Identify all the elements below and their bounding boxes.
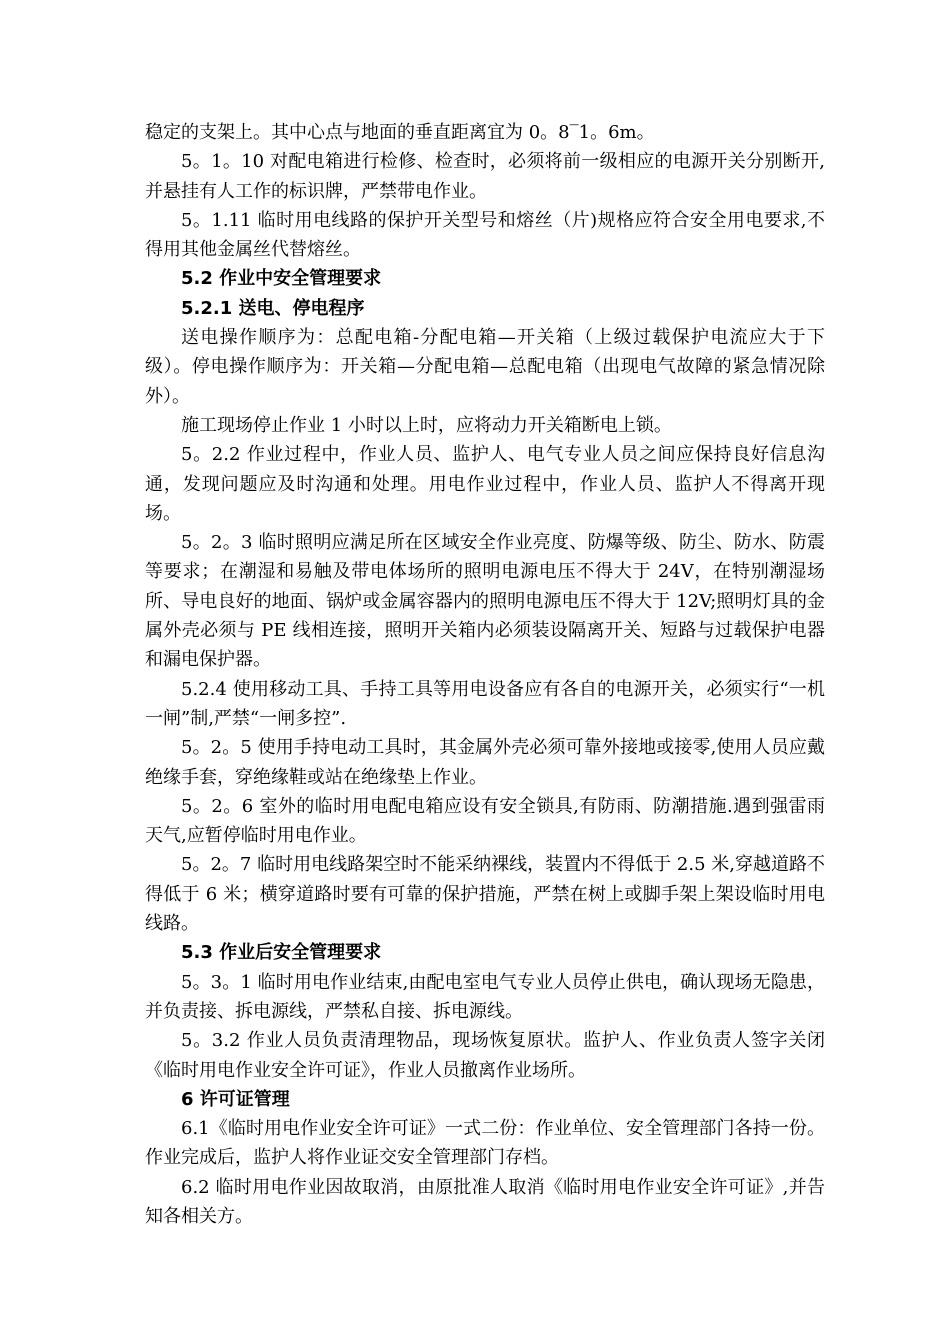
heading-5-3: 5.3 作业后安全管理要求 [181, 942, 382, 964]
heading-5-2-1: 5.2.1 送电、停电程序 [181, 297, 365, 319]
paragraph-5-2-4: 5.2.4 使用移动工具、手持工具等用电设备应有各自的电源开关，必须实行“一机一闸”制,严禁“一闸多控”. [145, 678, 825, 729]
document-page [145, 118, 825, 1231]
paragraph-5-1-10: 5。1。10 对配电箱进行检修、检查时，必须将前一级相应的电源开关分别断开,并悬挂有人工作的标识牌，严禁带电作业。 [145, 151, 825, 202]
paragraph-5-2-2: 5。2.2 作业过程中，作业人员、监护人、电气专业人员之间应保持良好信息沟通，发现问题应及时沟通和处理。用电作业过程中，作业人员、监护人不得离开现场。 [145, 444, 825, 524]
paragraph-power-sequence: 送电操作顺序为：总配电箱-分配电箱—开关箱（上级过载保护电流应大于下级）。停电操作顺序为：开关箱—分配电箱—总配电箱（出现电气故障的紧急情况除外）。 [145, 327, 825, 407]
paragraph-stop-work: 施工现场停止作业 1 小时以上时，应将动力开关箱断电上锁。 [181, 414, 672, 436]
paragraph-6-1: 6.1《临时用电作业安全许可证》一式二份：作业单位、安全管理部门各持一份。作业完成后，监护人将作业证交安全管理部门存档。 [145, 1118, 825, 1169]
paragraph-5-3-2: 5。3.2 作业人员负责清理物品，现场恢复原状。监护人、作业负责人签字关闭《临时用电作业安全许可证》，作业人员撤离作业场所。 [145, 1030, 825, 1081]
paragraph-5-2-6: 5。2。6 室外的临时用电配电箱应设有安全锁具,有防雨、防潮措施.遇到强雷雨天气,应暂停临时用电作业。 [145, 795, 825, 847]
paragraph-5-1-11: 5。1.11 临时用电线路的保护开关型号和熔丝（片)规格应符合安全用电要求,不得用其他金属丝代替熔丝。 [145, 209, 825, 261]
paragraph-5-2-5: 5。2。5 使用手持电动工具时，其金属外壳必须可靠外接地或接零,使用人员应戴绝缘手套，穿绝缘鞋或站在绝缘垫上作业。 [145, 737, 825, 788]
paragraph-bracket-height: 稳定的支架上。其中心点与地面的垂直距离宜为 0。8‾1。6m。 [145, 122, 655, 143]
paragraph-6-2: 6.2 临时用电作业因故取消，由原批准人取消《临时用电作业安全许可证》,并告知各相关方。 [145, 1176, 825, 1227]
heading-5-2: 5.2 作业中安全管理要求 [181, 268, 382, 290]
heading-6: 6 许可证管理 [181, 1088, 290, 1110]
paragraph-5-2-3: 5。2。3 临时照明应满足所在区域安全作业亮度、防爆等级、防尘、防水、防震等要求；在潮湿和易触及带电体场所的照明电源电压不得大于 24V，在特别潮湿场所、导电良好的地面、锅炉或金属容器内的照明电源电压不得大于 12V;照明灯具的金属外壳必须与 PE 线相连接，照明开关箱内必须装设隔离开关、短路与过载保护电器和漏电保护器。 [145, 532, 825, 671]
paragraph-5-2-7: 5。2。7 临时用电线路架空时不能采纳裸线，装置内不得低于 2.5 米,穿越道路不得低于 6 米；横穿道路时要有可靠的保护措施，严禁在树上或脚手架上架设临时用电线路。 [145, 854, 825, 935]
paragraph-5-3-1: 5。3。1 临时用电作业结束,由配电室电气专业人员停止供电，确认现场无隐患，并负责接、拆电源线，严禁私自接、拆电源线。 [145, 971, 825, 1022]
